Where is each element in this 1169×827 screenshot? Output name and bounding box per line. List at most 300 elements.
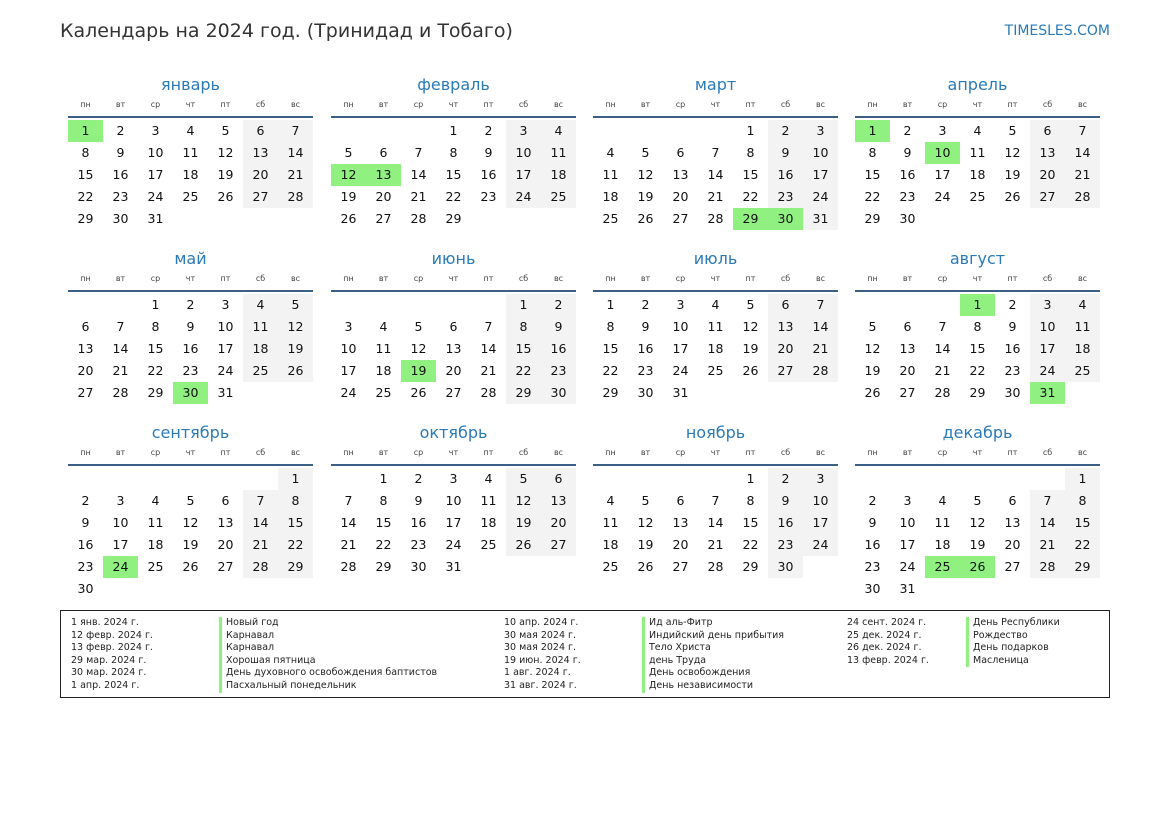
day-cell: 11 [969,145,986,160]
day-cell: 18 [969,167,986,182]
weekday-label: пн [605,448,616,457]
day-cell: 29 [375,559,392,574]
day-cell: 24 [1030,360,1065,382]
weekday-label: вт [640,448,651,457]
empty-cell [925,468,960,490]
day-cell: 2 [768,468,803,490]
day-cell: 1 [606,297,615,312]
weekday-label: пт [220,100,231,109]
day-cell: 15 [375,515,392,530]
holiday-date: 12 февр. 2024 г. [71,629,153,641]
day-cell: 16 [864,537,881,552]
day-cell: 28 [707,559,724,574]
day-cell: 27 [899,385,916,400]
weekday-label: сб [780,274,791,283]
day-cell: 6 [1030,120,1065,142]
day-cell: 4 [606,493,615,508]
holiday-name: День освобождения [642,667,784,680]
day-cell: 21 [480,363,497,378]
day-cell: 16 [410,515,427,530]
weekday-label: сб [255,100,266,109]
day-cell: 1 [151,297,160,312]
day-cell: 12 [217,145,234,160]
day-grid [331,294,576,404]
day-cell: 10 [506,142,541,164]
day-cell: 19 [340,189,357,204]
day-cell: 17 [112,537,129,552]
day-cell: 1 [746,123,755,138]
day-cell: 20 [672,537,689,552]
weekday-label: пт [483,448,494,457]
weekday-label: пт [483,274,494,283]
day-cell: 12 [637,167,654,182]
day-cell: 10 [112,515,129,530]
day-cell: 19 [506,512,541,534]
weekday-label: вс [1077,100,1088,109]
day-cell: 29 [1065,556,1100,578]
weekday-label: пт [745,100,756,109]
day-cell: 27 [375,211,392,226]
day-cell: 1 [746,471,755,486]
day-cell: 5 [641,145,650,160]
day-cell: 20 [77,363,94,378]
day-cell: 16 [899,167,916,182]
day-cell: 31 [899,581,916,596]
day-cell: 4 [1065,294,1100,316]
holiday-name: Новый год [219,617,437,630]
day-cell: 28 [1065,186,1100,208]
day-cell: 28 [278,186,313,208]
holiday-date: 13 февр. 2024 г. [847,654,929,666]
day-cell: 16 [77,537,94,552]
day-cell: 6 [676,493,685,508]
day-cell: 26 [217,189,234,204]
weekday-label: пт [483,100,494,109]
weekday-label: чт [448,274,459,283]
weekday-header [68,446,313,466]
holiday-date: 13 февр. 2024 г. [71,642,153,654]
holiday-day-cell: 10 [925,142,960,164]
holiday-date: 24 сент. 2024 г. [847,617,927,628]
day-cell: 4 [243,294,278,316]
day-cell: 10 [1030,316,1065,338]
day-cell: 5 [221,123,230,138]
day-cell: 29 [445,211,462,226]
day-cell: 9 [903,145,912,160]
day-cell: 27 [77,385,94,400]
day-cell: 22 [864,189,881,204]
day-cell: 2 [903,123,912,138]
holiday-day-cell: 13 [366,164,401,186]
day-cell: 6 [379,145,388,160]
day-cell: 7 [1065,120,1100,142]
weekday-label: пт [220,274,231,283]
empty-cell [401,120,436,142]
weekday-label: пн [867,448,878,457]
weekday-label: ср [675,448,686,457]
weekday-label: вс [553,448,564,457]
holiday-date: 10 апр. 2024 г. [504,617,579,628]
day-cell: 18 [182,167,199,182]
empty-cell [173,468,208,490]
day-cell: 23 [112,189,129,204]
holiday-name: Карнавал [219,630,437,643]
day-cell: 29 [742,559,759,574]
day-cell: 3 [221,297,230,312]
weekday-label: чт [710,448,721,457]
day-cell: 6 [449,319,458,334]
day-cell: 13 [1004,515,1021,530]
day-cell: 7 [414,145,423,160]
empty-cell [103,294,138,316]
day-cell: 17 [672,341,689,356]
day-cell: 24 [445,537,462,552]
weekday-label: чт [448,448,459,457]
day-cell: 4 [938,493,947,508]
weekday-label: вс [553,274,564,283]
day-cell: 22 [278,534,313,556]
day-cell: 13 [77,341,94,356]
day-cell: 16 [637,341,654,356]
day-cell: 26 [1004,189,1021,204]
day-cell: 13 [243,142,278,164]
weekday-label: сб [518,274,529,283]
holiday-day-cell: 29 [733,208,768,230]
day-cell: 5 [1008,123,1017,138]
day-cell: 22 [602,363,619,378]
month-block [855,74,1100,230]
weekday-label: вт [115,448,126,457]
month-block [331,74,576,230]
day-cell: 17 [340,363,357,378]
day-cell: 27 [1030,186,1065,208]
day-cell: 7 [344,493,353,508]
day-cell: 9 [868,515,877,530]
day-cell: 19 [182,537,199,552]
day-grid [68,294,313,404]
weekday-label: вс [815,448,826,457]
day-cell: 11 [1065,316,1100,338]
day-cell: 7 [803,294,838,316]
day-grid [855,120,1100,230]
holiday-name: Индийский день прибытия [642,630,784,643]
day-cell: 19 [969,537,986,552]
day-cell: 29 [147,385,164,400]
day-cell: 3 [903,493,912,508]
day-cell: 28 [707,211,724,226]
weekday-label: пн [605,100,616,109]
day-cell: 23 [637,363,654,378]
day-cell: 15 [1065,512,1100,534]
day-cell: 5 [186,493,195,508]
day-cell: 2 [186,297,195,312]
weekday-label: пн [343,274,354,283]
holiday-day-cell: 19 [401,360,436,382]
holiday-name: Карнавал [219,642,437,655]
weekday-label: чт [710,274,721,283]
day-cell: 2 [116,123,125,138]
empty-cell [890,294,925,316]
legend-names-col-1 [219,617,437,693]
holiday-date: 30 мая 2024 г. [504,629,577,641]
day-cell: 28 [243,556,278,578]
day-cell: 15 [506,338,541,360]
day-cell: 15 [445,167,462,182]
day-cell: 21 [1065,164,1100,186]
empty-cell [1030,468,1065,490]
empty-cell [138,468,173,490]
weekday-label: ср [937,274,948,283]
month-name: июнь [431,249,476,268]
day-cell: 8 [746,145,755,160]
weekday-label: вс [1077,274,1088,283]
day-cell: 10 [445,493,462,508]
weekday-label: ср [675,274,686,283]
day-cell: 17 [1030,338,1065,360]
day-cell: 24 [506,186,541,208]
day-cell: 14 [803,316,838,338]
day-cell: 13 [445,341,462,356]
day-cell: 14 [707,167,724,182]
weekday-label: вт [115,100,126,109]
day-cell: 20 [541,512,576,534]
holiday-name: Рождество [966,630,1060,643]
day-cell: 8 [606,319,615,334]
month-name: ноябрь [685,423,746,442]
day-cell: 29 [602,385,619,400]
weekday-label: сб [518,100,529,109]
day-cell: 17 [934,167,951,182]
day-cell: 27 [243,186,278,208]
day-cell: 4 [541,120,576,142]
weekday-header [68,272,313,292]
holiday-day-cell: 30 [768,208,803,230]
empty-cell [995,468,1030,490]
day-cell: 8 [868,145,877,160]
weekday-label: чт [448,100,459,109]
holiday-date: 30 мая 2024 г. [504,642,577,654]
day-cell: 17 [217,341,234,356]
day-cell: 24 [672,363,689,378]
site-link[interactable]: TIMESLES.COM [1004,23,1110,39]
day-cell: 17 [506,164,541,186]
empty-cell [366,294,401,316]
day-cell: 1 [379,471,388,486]
month-block [68,422,313,600]
month-block [68,74,313,230]
day-cell: 9 [768,490,803,512]
day-cell: 21 [278,164,313,186]
holiday-name: День Республики [966,617,1060,630]
weekday-label: ср [150,448,161,457]
day-cell: 5 [278,294,313,316]
day-cell: 29 [506,382,541,404]
day-cell: 13 [541,490,576,512]
day-cell: 29 [77,211,94,226]
day-cell: 14 [1030,512,1065,534]
day-grid [331,468,576,578]
day-cell: 25 [480,537,497,552]
day-cell: 19 [217,167,234,182]
day-cell: 6 [1008,493,1017,508]
weekday-label: чт [972,448,983,457]
day-cell: 9 [484,145,493,160]
day-cell: 2 [768,120,803,142]
empty-cell [331,294,366,316]
holiday-name: День духовного освобождения баптистов [219,667,437,680]
day-cell: 11 [707,319,724,334]
day-cell: 9 [541,316,576,338]
day-cell: 16 [182,341,199,356]
day-cell: 28 [934,385,951,400]
day-cell: 18 [602,189,619,204]
weekday-header [593,98,838,118]
day-cell: 22 [506,360,541,382]
day-cell: 14 [480,341,497,356]
day-cell: 27 [768,360,803,382]
day-cell: 28 [340,559,357,574]
day-cell: 2 [414,471,423,486]
day-cell: 9 [186,319,195,334]
day-cell: 25 [182,189,199,204]
empty-cell [925,294,960,316]
weekday-label: пн [867,100,878,109]
day-cell: 14 [934,341,951,356]
day-cell: 12 [410,341,427,356]
day-cell: 10 [803,142,838,164]
day-cell: 8 [151,319,160,334]
day-cell: 26 [182,559,199,574]
holiday-name: Тело Христа [642,642,784,655]
day-cell: 24 [899,559,916,574]
day-cell: 17 [803,512,838,534]
month-name: сентябрь [151,423,230,442]
day-cell: 23 [541,360,576,382]
day-cell: 14 [410,167,427,182]
day-cell: 25 [969,189,986,204]
day-cell: 21 [243,534,278,556]
day-cell: 26 [506,534,541,556]
day-cell: 3 [449,471,458,486]
weekday-label: пн [343,448,354,457]
holiday-legend [60,610,1110,698]
weekday-header [593,446,838,466]
day-cell: 8 [449,145,458,160]
day-cell: 26 [864,385,881,400]
day-cell: 16 [1004,341,1021,356]
weekday-label: пн [867,274,878,283]
holiday-name: день Труда [642,655,784,668]
weekday-label: пн [80,274,91,283]
day-grid [68,468,313,600]
weekday-label: вс [290,100,301,109]
weekday-label: пт [1007,448,1018,457]
day-cell: 12 [864,341,881,356]
weekday-header [855,98,1100,118]
day-cell: 27 [672,211,689,226]
day-cell: 20 [1030,164,1065,186]
day-cell: 24 [217,363,234,378]
weekday-label: чт [710,100,721,109]
day-cell: 7 [938,319,947,334]
day-cell: 5 [414,319,423,334]
day-cell: 7 [278,120,313,142]
day-cell: 5 [868,319,877,334]
day-cell: 21 [340,537,357,552]
day-cell: 15 [278,512,313,534]
day-cell: 15 [742,515,759,530]
weekday-label: вт [378,448,389,457]
day-cell: 6 [903,319,912,334]
day-cell: 6 [81,319,90,334]
legend-dates-col-3 [847,617,929,667]
holiday-name: День независимости [642,680,784,693]
day-cell: 20 [375,189,392,204]
weekday-label: вс [290,448,301,457]
day-cell: 18 [934,537,951,552]
day-cell: 27 [1004,559,1021,574]
day-cell: 29 [864,211,881,226]
weekday-label: пн [80,100,91,109]
day-cell: 9 [116,145,125,160]
day-cell: 25 [541,186,576,208]
day-cell: 11 [602,167,619,182]
weekday-label: пн [80,448,91,457]
day-cell: 12 [182,515,199,530]
empty-cell [855,294,890,316]
holiday-day-cell: 1 [68,120,103,142]
day-grid [593,120,838,230]
day-cell: 31 [672,385,689,400]
day-cell: 22 [1065,534,1100,556]
month-block [68,248,313,404]
day-cell: 26 [340,211,357,226]
empty-cell [401,294,436,316]
day-cell: 26 [410,385,427,400]
weekday-label: сб [1042,274,1053,283]
day-cell: 4 [973,123,982,138]
day-cell: 13 [672,515,689,530]
day-cell: 17 [445,515,462,530]
day-cell: 10 [147,145,164,160]
day-cell: 10 [899,515,916,530]
day-cell: 7 [711,145,720,160]
day-grid [593,294,838,404]
weekday-header [331,98,576,118]
day-cell: 19 [637,537,654,552]
holiday-name: Масленица [966,655,1060,668]
weekday-label: ср [150,100,161,109]
day-cell: 18 [480,515,497,530]
month-block [331,248,576,404]
day-cell: 3 [116,493,125,508]
day-cell: 31 [217,385,234,400]
weekday-label: вт [902,100,913,109]
empty-cell [593,468,628,490]
day-cell: 19 [1004,167,1021,182]
day-cell: 16 [541,338,576,360]
day-cell: 9 [81,515,90,530]
day-cell: 15 [77,167,94,182]
weekday-label: вс [815,100,826,109]
day-cell: 21 [707,189,724,204]
day-cell: 24 [934,189,951,204]
month-name: май [174,249,207,268]
weekday-header [593,272,838,292]
month-name: декабрь [942,423,1013,442]
weekday-label: вт [378,274,389,283]
day-cell: 18 [1065,338,1100,360]
